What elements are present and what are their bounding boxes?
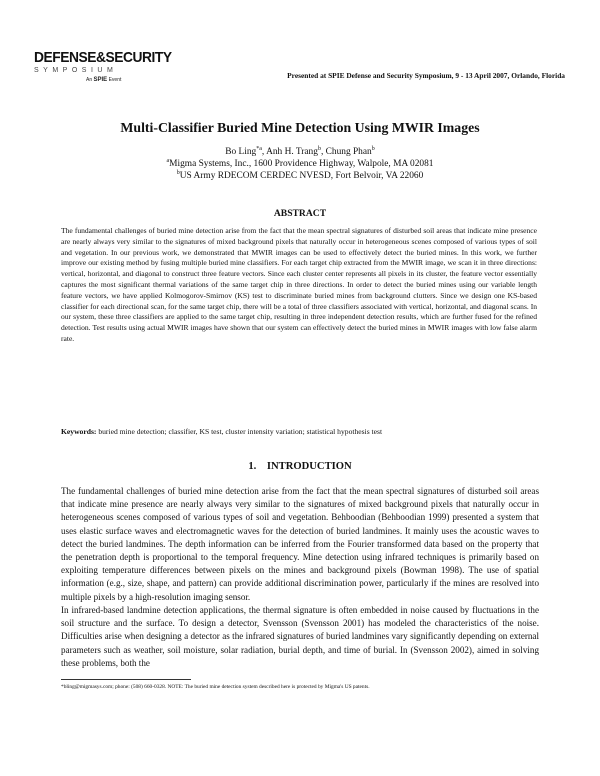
logo-event: Event	[108, 77, 122, 83]
logo-an: An	[86, 77, 93, 83]
intro-paragraph-2: In infrared-based landmine detection applications, the thermal signature is often embedded in noise caused by fluctuations in the soil structure and the surface. To design a detector, Svensson (Svensson 2001) has modeled the characteristics of the noise. Difficulties arise when designing a detector as the infrared signatures of buried landmines vary significantly depending on external parameters such as weather, soil moisture, solar radiation, burial depth, and time of burial. In (Svensson 2002), aimed in solving these problems, both the	[61, 605, 539, 668]
intro-paragraph-1: The fundamental challenges of buried mine detection arise from the fact that the mean spectral signatures of disturbed soil areas that indicate mine presence are nearly always very similar to the signatures of mixed background pixels that naturally occur in heterogeneous scenes composed of various types of soil and vegetation. Behboodian (Behboodian 1999) presented a system that uses elastic surface waves and electromagnetic waves for the detection of buried landmines. It mainly uses the acoustic waves to detect the buried landmines. The depth information can be inferred from the Fourier transformed data based on the property that the penetration depth is proportional to the temporal frequency. Mine detection using infrared techniques is primarily based on exploiting temperature differences between pixels on the mines and background pixels (Bowman 1998). The use of spatial information (e.g., size, shape, and pattern) can provide additional discrimination power, particularly if the mines are resolved into multiple pixels by a high-resolution imaging sensor.	[61, 486, 539, 602]
author-2-sup: b	[317, 146, 321, 152]
affiliation-b	[0, 170, 600, 182]
keywords-label: Keywords:	[61, 427, 97, 436]
affiliation-b-text: US Army RDECOM CERDEC NVESD, Fort Belvoir, VA 22060	[179, 171, 424, 181]
affiliation-b-sup: b	[176, 170, 180, 176]
keywords	[61, 427, 537, 436]
author-3-sup: b	[371, 146, 375, 152]
logo-line-1: DEFENSE&SECURITY	[34, 49, 172, 66]
footnote-rule	[61, 679, 191, 680]
logo-spie: SPIE	[93, 77, 108, 83]
paper-title: Multi-Classifier Buried Mine Detection Using MWIR Images	[120, 120, 480, 135]
logo-line-3	[86, 76, 164, 84]
abstract-heading: ABSTRACT	[273, 208, 327, 219]
keywords-text: buried mine detection; classifier, KS test, cluster intensity variation; statistical hypothesis test	[96, 427, 383, 436]
author-1: Bo Ling	[225, 147, 257, 157]
affiliation-a	[0, 158, 600, 170]
section-heading-introduction: 1. INTRODUCTION	[248, 461, 352, 472]
affiliation-a-sup: a	[166, 158, 170, 164]
affiliation-a-text: Migma Systems, Inc., 1600 Providence Highway, Walpole, MA 02081	[169, 159, 434, 169]
abstract-text: The fundamental challenges of buried mine detection arise from the fact that the mean spectral signatures of disturbed soil areas that indicate mine presence are nearly always very similar to the signatures of mixed background pixels that naturally occur in heterogeneous scenes composed of various types of soil and vegetation. In our previous work, we demonstrated that MWIR images can be used to effectively detect the buried mines. In this work, we further improve our existing method by fusing multiple buried mine classifiers. For each target chip extracted from the MWIR image, we scan it in three directions: vertical, horizontal, and diagonal to construct three feature vectors. Since each cluster center represents all pixels in its cluster, the feature vector essentially captures the most significant thermal variations of the same target chip in three directions. In order to detect the buried mines using our variable length feature vectors, we have applied Kolmogorov-Smirnov (KS) test to discriminate buried mines from background clutters. Since we design one KS-based classifier for each directional scan, for the same target chip, there will be a total of three classifiers associated with vertical, horizontal, and diagonal scans. In our system, these three classifiers are applied to the same target chip, resulting in three independent detection results, which are further fused for the refined detection. Test results using actual MWIR images have shown that our system can effectively detect the buried mines in MWIR images with low false alarm rate.	[61, 226, 537, 343]
footnote: *bling@migmasys.com; phone: (508) 660-0328. NOTE: The buried mine detection system described here is protected by Migma's US patents.	[61, 684, 370, 690]
author-names	[0, 146, 600, 158]
defense-security-symposium-logo	[34, 49, 172, 96]
authors-block	[0, 146, 600, 182]
logo-line-2: SYMPOSIUM	[34, 67, 118, 74]
author-2: , Anh H. Trang	[261, 147, 318, 157]
presented-at-line: Presented at SPIE Defense and Security Symposium, 9 - 13 April 2007, Orlando, Florida	[287, 71, 565, 80]
author-3: , Chung Phan	[320, 147, 372, 157]
author-1-sup: *a	[256, 146, 262, 152]
